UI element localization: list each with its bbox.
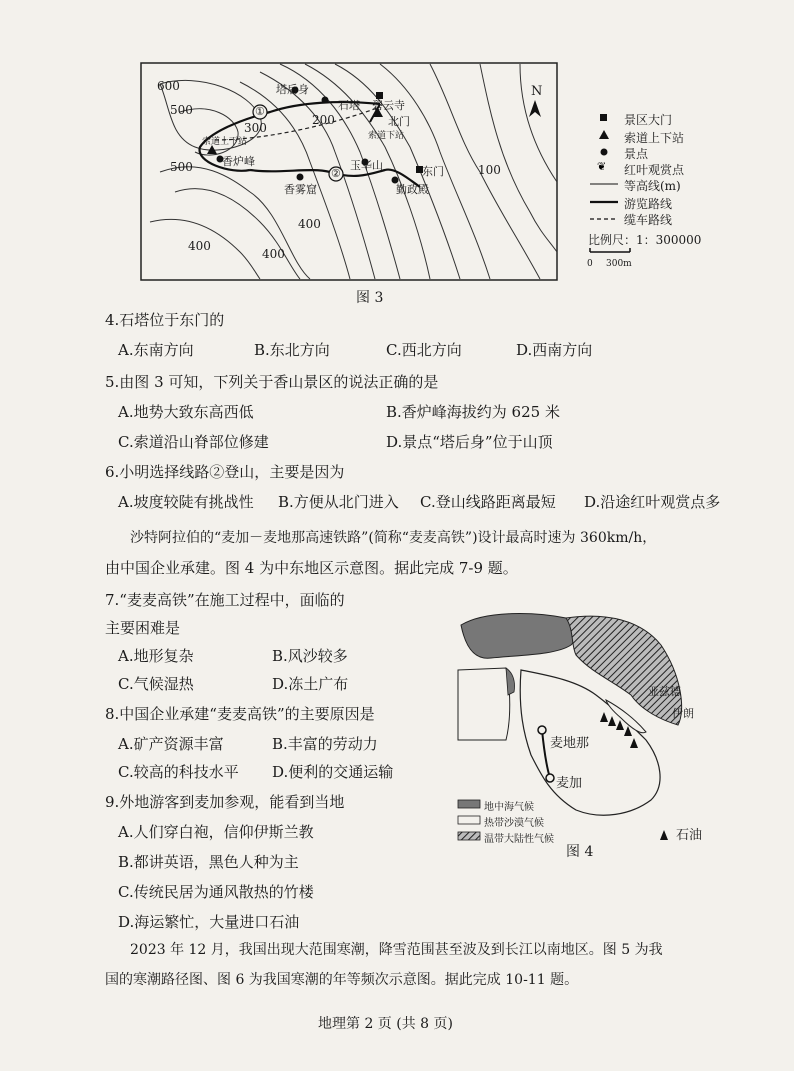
q5-option-a[interactable]: A.地势大致东高西低: [118, 403, 254, 421]
fig4-legend-desert: 热带沙漠气候: [484, 818, 544, 829]
q7-option-a[interactable]: A.地形复杂: [118, 647, 194, 665]
scale-bar-left: 0: [587, 259, 593, 269]
q9-option-d[interactable]: D.海运繁忙，大量进口石油: [118, 913, 300, 931]
q7-stem-line1: 7.“麦麦高铁”在施工过程中，面临的: [105, 591, 345, 609]
fig4-legend-continental: 温带大陆性气候: [484, 834, 554, 845]
route-2-label: ②: [331, 167, 341, 180]
fig4-legend-mediterranean: 地中海气候: [484, 802, 534, 813]
q6-option-a[interactable]: A.坡度较陡有挑战性: [118, 493, 254, 511]
q8-stem: 8.中国企业承建“麦麦高铁”的主要原因是: [105, 705, 375, 723]
q8-option-c[interactable]: C.较高的科技水平: [118, 763, 239, 781]
q5-option-d[interactable]: D.景点“塔后身”位于山顶: [386, 433, 553, 451]
fig4-country-iran: 伊朗: [672, 707, 694, 720]
legend-contour-label: 等高线(m): [624, 179, 681, 193]
fig4-city-medina: 麦地那: [550, 736, 590, 751]
legend-spot-label: 景点: [624, 147, 649, 161]
place-tahoushen: 塔后身: [276, 83, 309, 96]
place-xianglufeng: 香炉峰: [222, 155, 255, 168]
q7-option-c[interactable]: C.气候湿热: [118, 675, 194, 693]
place-qinzhengdian: 勤政殿: [396, 183, 429, 196]
q7-option-d[interactable]: D.冻土广布: [272, 675, 349, 693]
intro-7-9-line1: 沙特阿拉伯的“麦加－麦地那高速铁路”(简称“麦麦高铁”)设计最高时速为 360km/h，: [130, 530, 657, 546]
fig4-country-iraq: 亚兹德: [648, 685, 681, 698]
place-beimen: 北门: [388, 115, 410, 128]
q6-option-d[interactable]: D.沿途红叶观赏点多: [584, 493, 721, 511]
intro-10-11-line1: 2023 年 12 月，我国出现大范围寒潮，降雪范围甚至波及到长江以南地区。图 5 为我: [130, 942, 663, 958]
page-footer: 地理第 2 页 (共 8 页): [318, 1016, 453, 1032]
fig4-city-mecca: 麦加: [556, 776, 583, 791]
figure3-caption: 图 3: [356, 290, 384, 306]
contour-label-400c: 400: [298, 217, 321, 231]
place-shita: 石塔: [338, 99, 360, 112]
contour-label-100: 100: [478, 163, 501, 177]
place-biyunsi: 碧云寺: [372, 99, 405, 112]
legend-leaf-label: 红叶观赏点: [624, 163, 685, 177]
intro-7-9-line2: 由中国企业承建。图 4 为中东地区示意图。据此完成 7-9 题。: [105, 559, 518, 577]
contour-label-200: 200: [312, 113, 335, 127]
legend-gate-label: 景区大门: [624, 113, 673, 127]
intro-10-11-line2: 国的寒潮路径图、图 6 为我国寒潮的年等频次示意图。据此完成 10-11 题。: [105, 972, 579, 988]
q5-option-b[interactable]: B.香炉峰海拔约为 625 米: [386, 403, 560, 421]
figure4-caption: 图 4: [566, 844, 594, 860]
q4-option-c[interactable]: C.西北方向: [386, 341, 462, 359]
scale-bar-right: 300m: [606, 259, 632, 269]
legend-cable-label: 缆车路线: [624, 213, 673, 227]
q6-stem: 6.小明选择线路②登山，主要是因为: [105, 463, 345, 481]
fig4-legend-oil: 石油: [676, 828, 703, 843]
q6-option-b[interactable]: B.方便从北门进入: [278, 493, 399, 511]
contour-label-400b: 400: [262, 247, 285, 261]
q7-option-b[interactable]: B.风沙较多: [272, 647, 348, 665]
q7-stem-line2: 主要困难是: [105, 619, 181, 637]
q8-option-d[interactable]: D.便利的交通运输: [272, 763, 394, 781]
contour-label-400a: 400: [188, 239, 211, 253]
place-yuhuashan: 玉华山: [350, 159, 383, 172]
contour-label-500a: 500: [170, 103, 193, 117]
north-label: N: [531, 84, 543, 99]
q9-stem: 9.外地游客到麦加参观，能看到当地: [105, 793, 345, 811]
q9-option-c[interactable]: C.传统民居为通风散热的竹楼: [118, 883, 314, 901]
svg-text:❦: ❦: [597, 160, 607, 173]
scale-text: 比例尺：1：300000: [588, 233, 702, 247]
route-1-label: ①: [255, 105, 265, 118]
q5-option-c[interactable]: C.索道沿山脊部位修建: [118, 433, 269, 451]
q4-option-b[interactable]: B.东北方向: [254, 341, 330, 359]
place-suodao-xiazhan: 索道下站: [368, 131, 405, 141]
q8-option-b[interactable]: B.丰富的劳动力: [272, 735, 378, 753]
q5-stem: 5.由图 3 可知，下列关于香山景区的说法正确的是: [105, 373, 439, 391]
q8-option-a[interactable]: A.矿产资源丰富: [118, 735, 224, 753]
q6-option-c[interactable]: C.登山线路距离最短: [420, 493, 556, 511]
q9-option-b[interactable]: B.都讲英语，黑色人种为主: [118, 853, 299, 871]
place-dongmen: 东门: [422, 165, 444, 178]
q9-option-a[interactable]: A.人们穿白袍，信仰伊斯兰教: [118, 823, 314, 841]
q4-option-a[interactable]: A.东南方向: [118, 341, 194, 359]
place-suodao-shangxia: 索道上下站: [202, 137, 248, 147]
q4-option-d[interactable]: D.西南方向: [516, 341, 593, 359]
contour-label-300: 300: [244, 121, 267, 135]
contour-label-600: 600: [157, 79, 180, 93]
legend-route-label: 游览路线: [624, 197, 673, 211]
contour-label-500b: 500: [170, 160, 193, 174]
place-xiangwuku: 香雾窟: [284, 183, 317, 196]
q4-stem: 4.石塔位于东门的: [105, 311, 225, 329]
legend-station-label: 索道上下站: [624, 131, 685, 145]
